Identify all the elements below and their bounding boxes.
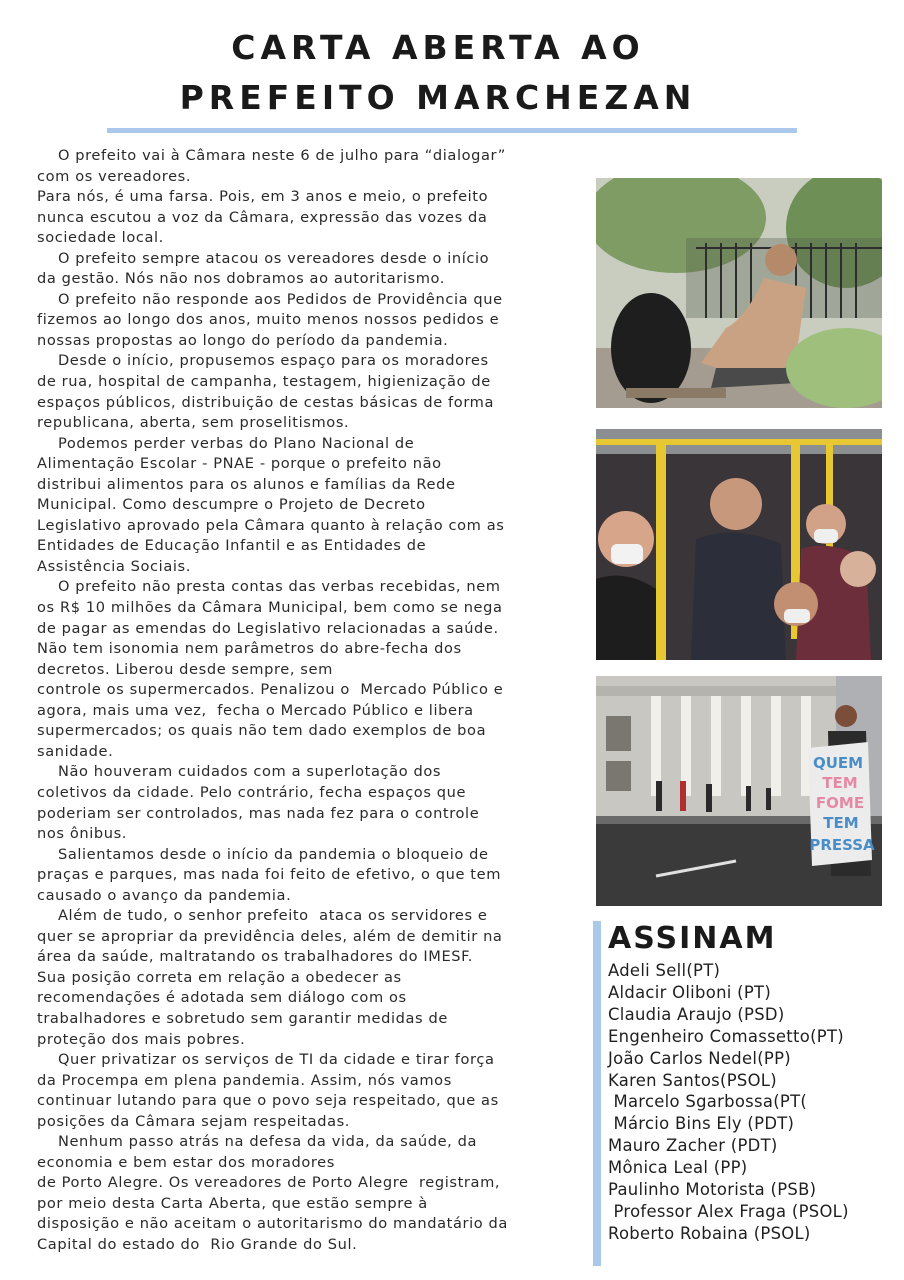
body-line: por meio desta Carta Aberta, que estão sempre à [37,1194,428,1212]
body-line: continuar lutando para que o povo seja respeitado, que as [37,1092,499,1110]
signatory-name: Adeli Sell(PT) [608,961,721,980]
signatory-name: Paulinho Motorista (PSB) [608,1180,817,1200]
signatory-name: Aldacir Oliboni (PT) [608,982,772,1002]
title-underline-divider [107,128,797,133]
body-line: nunca escutou a voz da Câmara, expressão das vozes da [37,208,488,226]
body-line: O prefeito não responde aos Pedidos de Providência que [37,290,503,308]
body-line: de Porto Alegre. Os vereadores de Porto Alegre registram, [37,1174,501,1192]
photo-city-hall-protest [596,676,882,906]
protest-sign-word-5: PRESSA [809,836,875,854]
body-line: recomendações é adotada sem diálogo com os [37,989,407,1007]
photo-homeless-person-illustration [596,178,882,408]
body-line: posições da Câmara sejam respeitadas. [37,1112,351,1130]
body-line: economia e bem estar dos moradores [37,1153,335,1171]
body-line: área da saúde, maltratando os trabalhadores do IMESF. [37,948,474,966]
photo-homeless-person [596,178,882,408]
body-line: os R$ 10 milhões da Câmara Municipal, bem como se nega [37,599,503,617]
body-line: Nenhum passo atrás na defesa da vida, da saúde, da [37,1133,478,1151]
protest-sign-word-3: FOME [815,794,865,812]
body-line: Entidades de Educação Infantil e as Entidades de [37,537,427,555]
body-line: O prefeito vai à Câmara neste 6 de julho para “dialogar” [37,147,506,164]
body-line: O prefeito não presta contas das verbas recebidas, nem [37,578,501,596]
body-line: distribui alimentos para os alunos e famílias da Rede [37,475,456,493]
body-line: Para nós, é uma farsa. Pois, em 3 anos e meio, o prefeito [37,188,489,206]
body-line: Legislativo aprovado pela Câmara quanto à relação com as [37,516,505,534]
protest-sign-word-1: QUEM [812,754,864,772]
signatories-accent-bar [593,921,601,1266]
body-line: quer se apropriar da previdência deles, além de demitir na [37,927,503,945]
signatory-name: Marcelo Sgarbossa(PT( [608,1092,808,1112]
signatory-name: Engenheiro Comassetto(PT) [608,1026,844,1046]
signatory-name: Márcio Bins Ely (PDT) [608,1114,795,1134]
photo-crowded-bus-illustration [596,429,882,660]
signatory-name: Claudia Araujo (PSD) [608,1004,785,1024]
letter-title-line-1: CARTA ABERTA AO [231,28,645,67]
body-line: de pagar as emendas do Legislativo relacionadas a saúde. [37,619,499,637]
body-line: Além de tudo, o senhor prefeito ataca os servidores e [37,907,488,925]
signatory-name: Professor Alex Fraga (PSOL) [608,1201,849,1221]
body-line: Salientamos desde o início da pandemia o bloqueio de [37,845,489,863]
body-line: fizemos ao longo dos anos, muito menos nossos pedidos e [37,311,500,329]
signatory-name: João Carlos Nedel(PP) [608,1048,791,1068]
signatory-name: Mauro Zacher (PDT) [608,1136,778,1156]
body-line: proteção dos mais pobres. [37,1030,246,1048]
body-line: Alimentação Escolar - PNAE - porque o prefeito não [37,455,442,473]
body-line: da gestão. Nós não nos dobramos ao autoritarismo. [37,270,446,288]
body-line: praças e parques, mas nada foi feito de efetivo, o que tem [37,866,502,884]
signatories-list [608,960,898,1245]
body-line: coletivos da cidade. Pelo contrário, fecha espaços que [37,783,467,801]
body-line: disposição e não aceitam o autoritarismo do mandatário da [37,1215,508,1233]
body-line: poderiam ser controlados, mas nada fez para o controle [37,804,480,822]
body-line: Quer privatizar os serviços de TI da cidade e tirar força [37,1051,495,1069]
body-line: controle os supermercados. Penalizou o Mercado Público e [37,681,504,699]
protest-sign-word-2: TEM [822,774,858,792]
signatory-name: Roberto Robaina (PSOL) [608,1223,811,1243]
body-line: Não tem isonomia nem parâmetros do abre-fecha dos [37,640,462,658]
body-line: decretos. Liberou desde sempre, sem [37,660,333,678]
body-line: Municipal. Como descumpre o Projeto de Decreto [37,496,426,514]
protest-sign-word-4: TEM [823,814,859,832]
body-line: O prefeito sempre atacou os vereadores desde o início [37,249,490,267]
body-line: da Procempa em plena pandemia. Assim, nós vamos [37,1071,452,1089]
body-line: espaços públicos, distribuição de cestas básicas de forma [37,393,495,411]
body-line: sociedade local. [37,229,164,247]
body-line: Capital do estado do Rio Grande do Sul. [37,1235,358,1253]
body-line: causado o avanço da pandemia. [37,886,292,904]
body-line: Assistência Sociais. [37,557,191,575]
letter-title-line-2: PREFEITO MARCHEZAN [179,78,697,117]
body-line: trabalhadores e sobretudo sem garantir medidas de [37,1009,448,1027]
signatories-heading: ASSINAM [608,921,777,956]
signatory-name: Mônica Leal (PP) [608,1158,748,1178]
photo-crowded-bus [596,429,882,660]
letter-body [37,146,585,1256]
body-line: supermercados; os quais não tem dado exemplos de boa [37,722,487,740]
body-line: Não houveram cuidados com a superlotação dos [37,763,442,781]
body-line: nos ônibus. [37,825,128,843]
body-line: Sua posição correta em relação a obedecer as [37,968,402,986]
signatory-name: Karen Santos(PSOL) [608,1070,777,1090]
photo-city-hall-protest-illustration [596,676,882,906]
body-line: com os vereadores. [37,167,192,185]
body-line: republicana, aberta, sem proselitismos. [37,414,350,432]
body-line: de rua, hospital de campanha, testagem, higienização de [37,373,491,391]
body-line: nossas propostas ao longo do período da pandemia. [37,331,449,349]
body-line: sanidade. [37,742,114,760]
body-line: Podemos perder verbas do Plano Nacional de [37,434,415,452]
body-line: agora, mais uma vez, fecha o Mercado Público e libera [37,701,474,719]
body-line: Desde o início, propusemos espaço para os moradores [37,352,489,370]
